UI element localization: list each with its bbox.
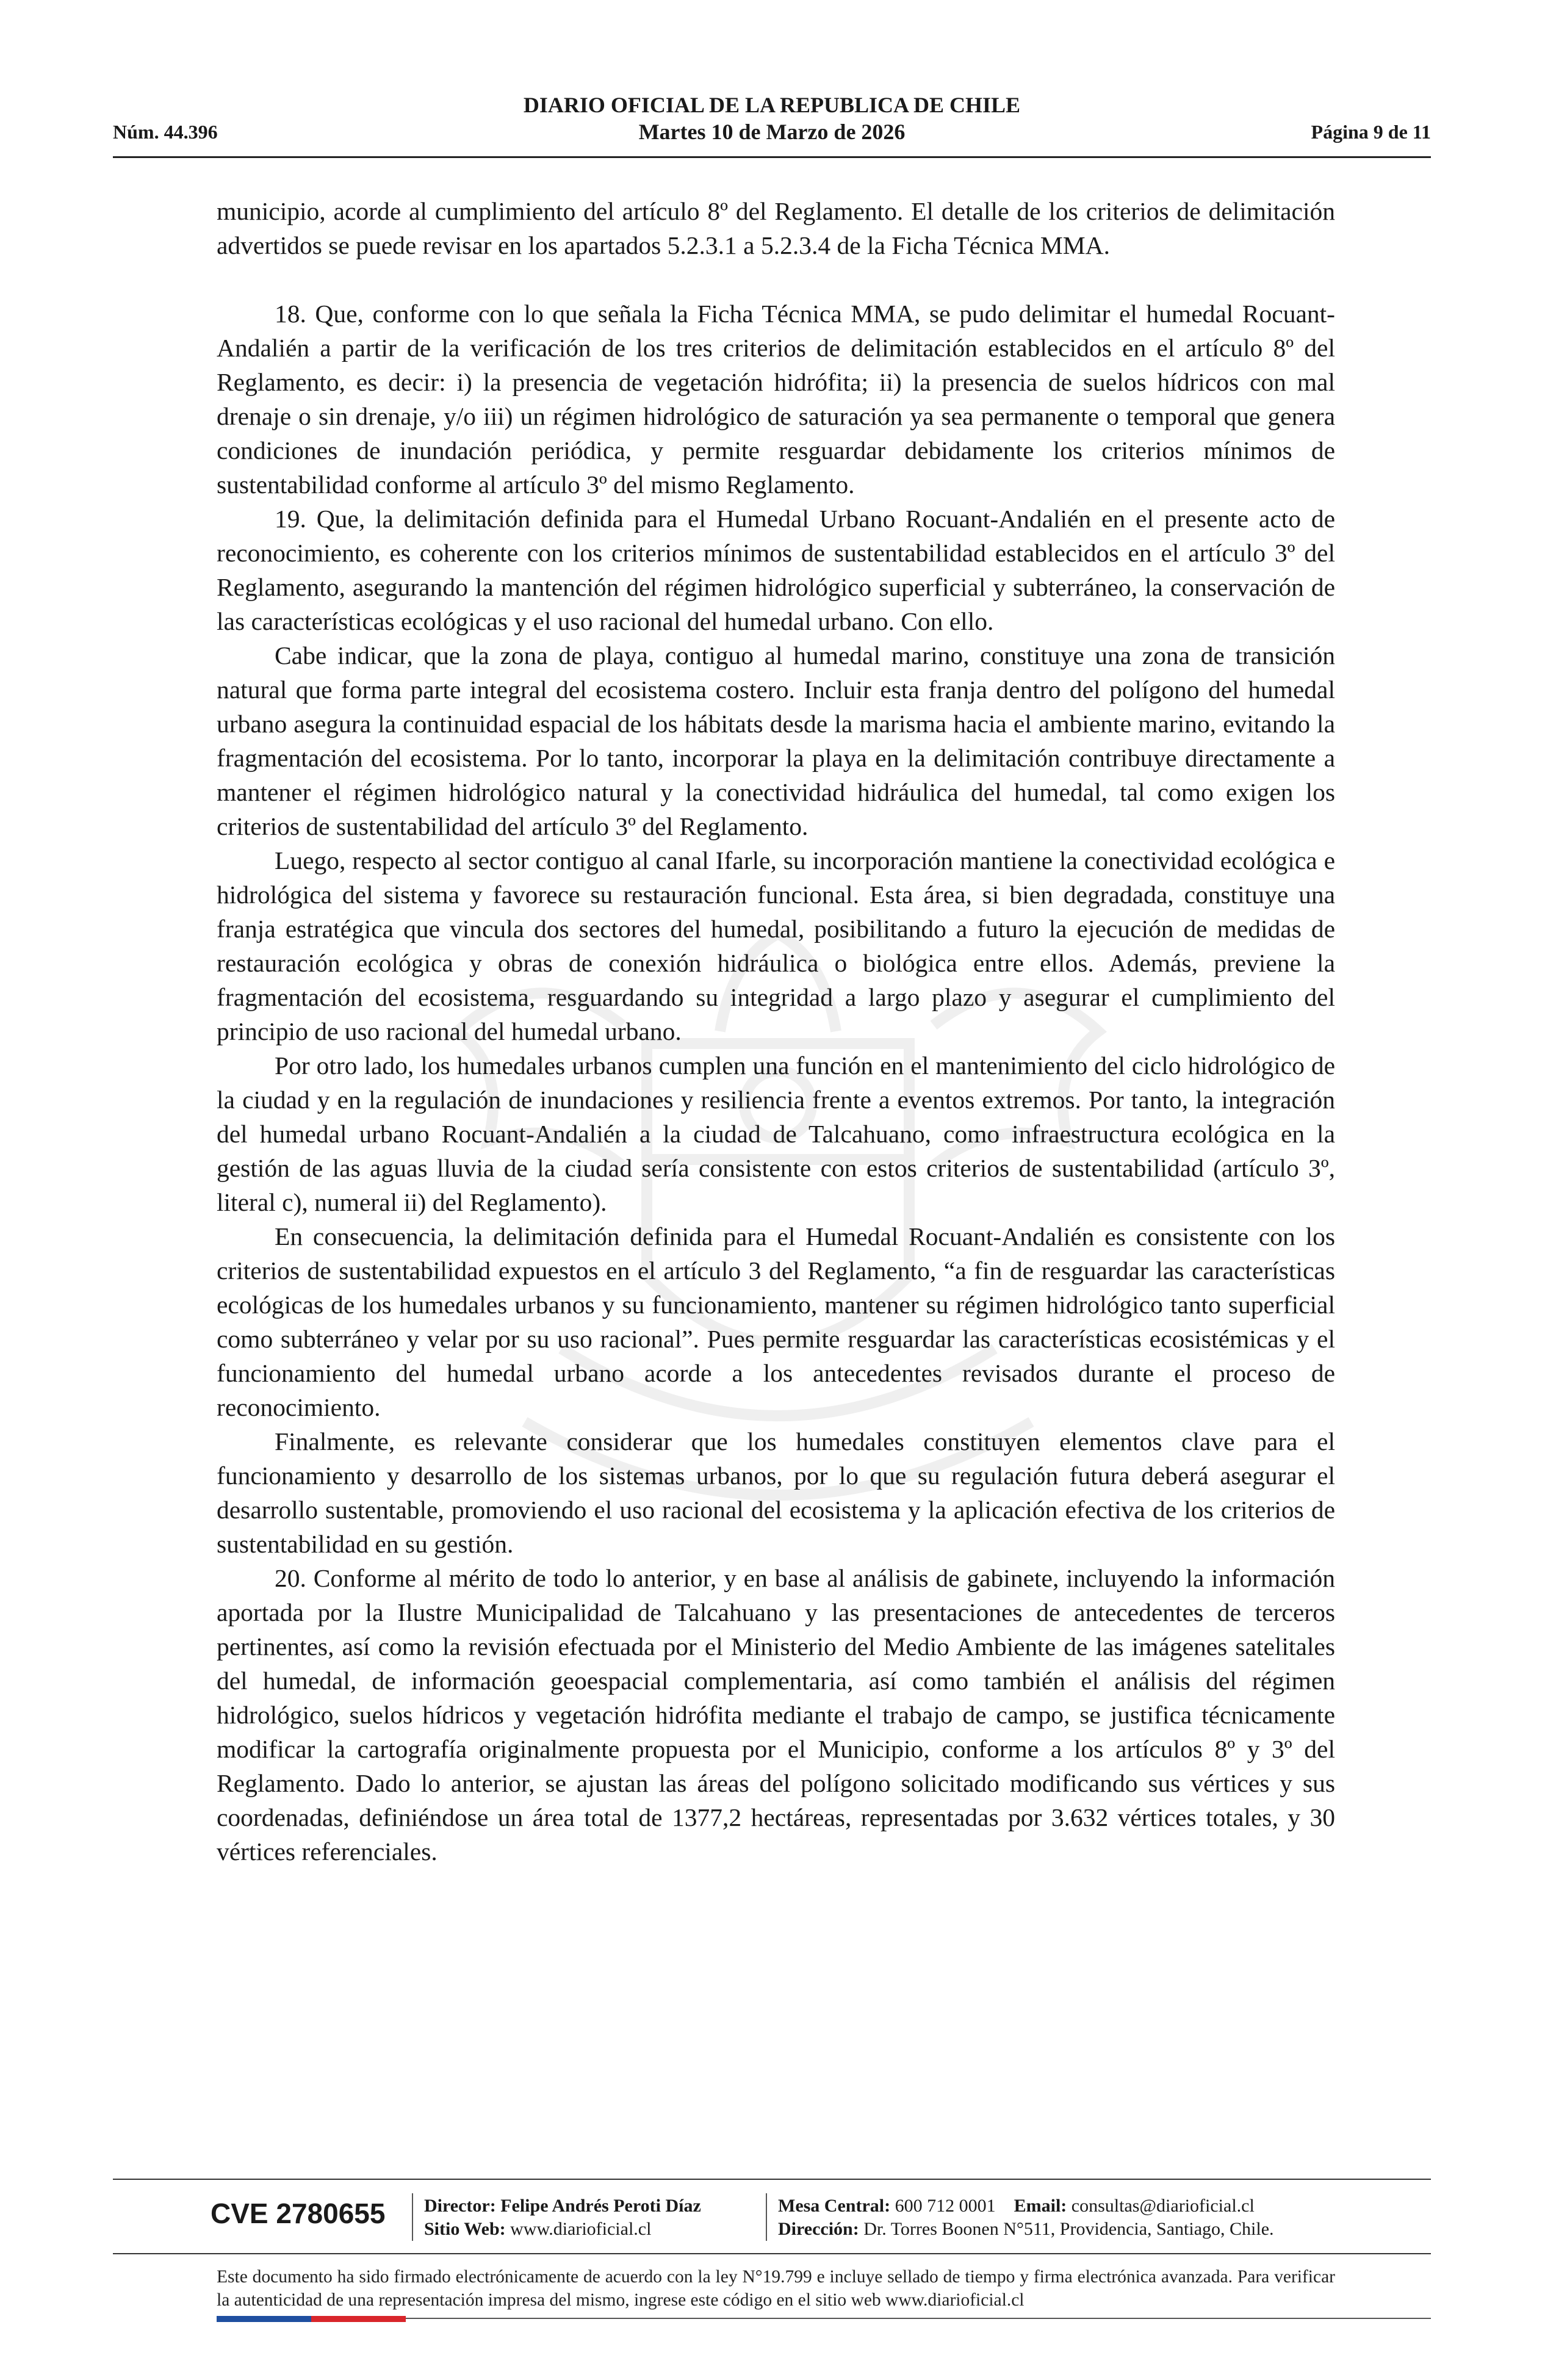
address-label: Dirección: <box>778 2219 859 2239</box>
cve-code: CVE 2780655 <box>211 2198 386 2229</box>
legal-notice: Este documento ha sido firmado electrónicamente de acuerdo con la ley N°19.799 e incluye sellado de tiempo y firma electrónica avanzada. Para verificar la autenticidad de una representación impresa del mismo, ingrese este código en el sitio web www.diarioficial.cl <box>217 2267 1335 2310</box>
address-text: Dr. Torres Boonen N°511, Providencia, Santiago, Chile. <box>863 2219 1274 2239</box>
footer-divider-mid <box>113 2253 1431 2254</box>
issue-number: Núm. 44.396 <box>113 121 218 143</box>
page-header <box>113 92 1431 159</box>
flag-blue-segment <box>217 2316 311 2322</box>
paragraph-finalmente: Finalmente, es relevante considerar que los humedales constituyen elementos clave para el funcionamiento y desarrollo de los sistemas urbanos, por lo que su regulación futura deberá asegurar el desarrollo sustentable, promoviendo el uso racional del ecosistema y la aplicación efectiva de los criterios de sustentabilidad en su gestión. <box>217 1427 1335 1558</box>
footer-divider-bottom <box>406 2318 1431 2319</box>
paragraph-playa: Cabe indicar, que la zona de playa, contiguo al humedal marino, constituye una zona de transición natural que forma parte integral del ecosistema costero. Incluir esta franja dentro del polígono del humedal urbano asegura la continuidad espacial de los hábitats desde la marisma hacia el ambiente marino, evitando la fragmentación del ecosistema. Por lo tanto, incorporar la playa en la delimitación contribuye directamente a mantener el régimen hidrológico natural y la conectividad hidráulica del humedal, tal como exigen los criterios de sustentabilidad del artículo 3º del Reglamento. <box>217 641 1335 840</box>
flag-red-segment <box>311 2316 406 2322</box>
website-label: Sitio Web: <box>424 2219 506 2239</box>
paragraph-19: 19. Que, la delimitación definida para el Humedal Urbano Rocuant-Andalién en el presente acto de reconocimiento, es coherente con los criterios mínimos de sustentabilidad establecidos en el artículo 3º del Reglamento, asegurando la mantención del régimen hidrológico superficial y subterráneo, la conservación de las características ecológicas y el uso racional del humedal urbano. Con ello. <box>217 505 1335 635</box>
document-body <box>217 194 1335 1869</box>
paragraph-continuation: municipio, acorde al cumplimiento del artículo 8º del Reglamento. El detalle de los criterios de delimitación advertidos se puede revisar en los apartados 5.2.3.1 a 5.2.3.4 de la Ficha Técnica MMA. <box>217 197 1335 259</box>
footer-separator <box>412 2193 413 2241</box>
issue-date: Martes 10 de Marzo de 2026 <box>638 120 906 144</box>
footer-director-block <box>424 2194 701 2241</box>
page-footer <box>113 2180 1431 2253</box>
paragraph-ciclo-hidrologico: Por otro lado, los humedales urbanos cumplen una función en el mantenimiento del ciclo hidrológico de la ciudad y en la regulación de inundaciones y resiliencia frente a eventos extremos. Por tanto, la integración del humedal urbano Rocuant-Andalién a la ciudad de Talcahuano, como infraestructura ecológica en la gestión de las aguas lluvia de la ciudad sería consistente con estos criterios de sustentabilidad (artículo 3º, literal c), numeral ii) del Reglamento). <box>217 1051 1335 1216</box>
email-link[interactable]: consultas@diarioficial.cl <box>1071 2196 1255 2216</box>
phone-number: 600 712 0001 <box>895 2196 996 2216</box>
header-center <box>113 92 1431 145</box>
paragraph-consecuencia: En consecuencia, la delimitación definida para el Humedal Rocuant-Andalién es consistente con los criterios de sustentabilidad expuestos en el artículo 3 del Reglamento, “a fin de resguardar las características ecológicas de los humedales urbanos y su funcionamiento, mantener su régimen hidrológico tanto superficial como subterráneo y velar por su uso racional”. Pues permite resguardar las características ecosistémicas y el funcionamiento del humedal urbano acorde a los antecedentes revisados durante el proceso de reconocimiento. <box>217 1222 1335 1421</box>
paragraph-canal-ifarle: Luego, respecto al sector contiguo al canal Ifarle, su incorporación mantiene la conectividad ecológica e hidrológica del sistema y favorece su restauración funcional. Esta área, si bien degradada, constituye una franja estratégica que vincula dos sectores del humedal, posibilitando a futuro la ejecución de medidas de restauración ecológica y obras de conexión hidráulica o biológica entre ellos. Además, previene la fragmentación del ecosistema, resguardando su integridad a largo plazo y asegurar el cumplimiento del principio de uso racional del humedal urbano. <box>217 846 1335 1045</box>
email-label: Email: <box>1014 2196 1067 2216</box>
paragraph-20: 20. Conforme al mérito de todo lo anterior, y en base al análisis de gabinete, incluyendo la información aportada por la Ilustre Municipalidad de Talcahuano y las presentaciones de antecedentes de terceros pertinentes, así como la revisión efectuada por el Ministerio del Medio Ambiente de las imágenes satelitales del humedal, de información geoespacial complementaria, así como también el análisis del régimen hidrológico, suelos hídricos y vegetación hidrófita mediante el trabajo de campo, se justifica técnicamente modificar la cartografía originalmente propuesta por el Municipio, conforme a los artículos 8º y 3º del Reglamento. Dado lo anterior, se ajustan las áreas del polígono solicitado modificando sus vértices y sus coordenadas, definiéndose un área total de 1377,2 hectáreas, representadas por 3.632 vértices totales, y 30 vértices referenciales. <box>217 1564 1335 1866</box>
footer-separator <box>766 2193 767 2241</box>
website-link[interactable]: www.diarioficial.cl <box>510 2219 652 2239</box>
director-name: Felipe Andrés Peroti Díaz <box>500 2196 701 2216</box>
journal-title: DIARIO OFICIAL DE LA REPUBLICA DE CHILE <box>523 93 1021 117</box>
director-label: Director: <box>424 2196 496 2216</box>
paragraph-18: 18. Que, conforme con lo que señala la Ficha Técnica MMA, se pudo delimitar el humedal Rocuant-Andalién a partir de la verificación de los tres criterios de delimitación establecidos en el artículo 8º del Reglamento, es decir: i) la presencia de vegetación hidrófita; ii) la presencia de suelos hídricos con mal drenaje o sin drenaje, y/o iii) un régimen hidrológico de saturación ya sea permanente o temporal que genera condiciones de inundación periódica, y permite resguardar debidamente los criterios mínimos de sustentabilidad conforme al artículo 3º del mismo Reglamento. <box>217 300 1335 499</box>
footer-contact-block <box>778 2194 1274 2241</box>
page-number: Página 9 de 11 <box>1311 121 1431 143</box>
header-divider <box>113 156 1431 158</box>
phone-label: Mesa Central: <box>778 2196 891 2216</box>
